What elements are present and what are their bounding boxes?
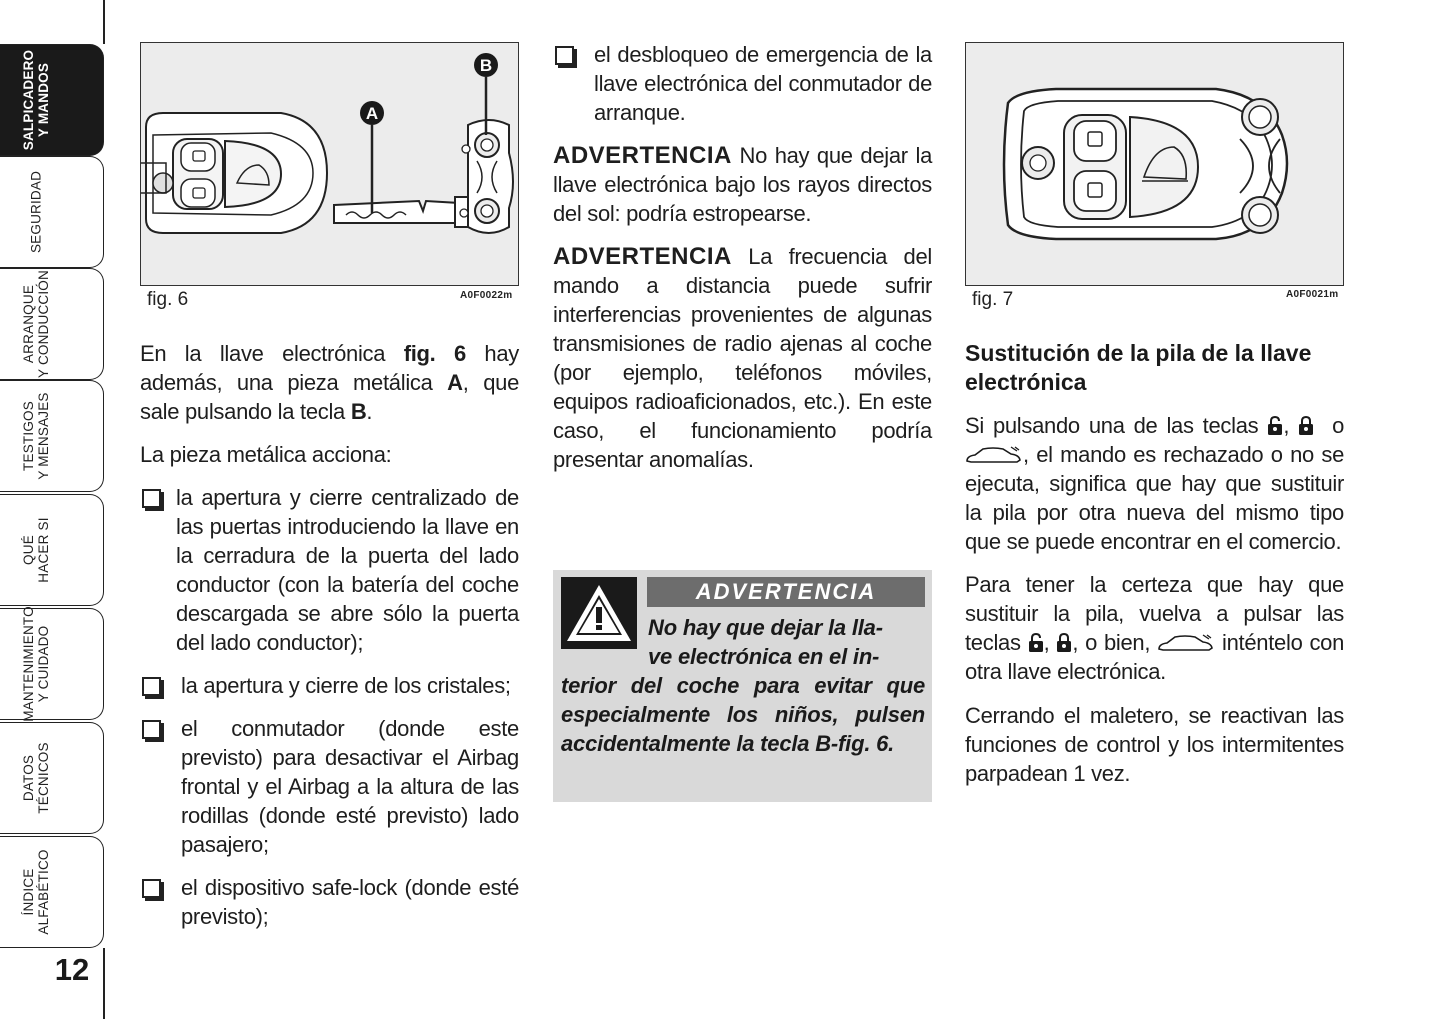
tab-indice-alfabetico[interactable]: ÍNDICE ALFABÉTICO <box>0 836 104 948</box>
tab-seguridad[interactable]: SEGURIDAD <box>0 156 104 268</box>
label-a: A <box>365 104 379 123</box>
tab-testigos-y-mensajes[interactable]: TESTIGOS Y MENSAJES <box>0 380 104 492</box>
tab-divider <box>103 948 105 1019</box>
trunk-car-icon <box>965 445 1023 465</box>
list-item: el dispositivo safe-lock (donde esté previsto); <box>140 873 519 931</box>
unlock-icon <box>1028 633 1044 653</box>
paragraph-advertencia-frecuencia: ADVERTENCIA La frecuencia del mando a distancia puede sufrir interferencias provenientes de algunas transmisiones de radio ajenas al coche (por ejemplo, teléfonos móviles, equipos radioaficionados, etc.). En este caso, el funcionamiento podría presentar anomalías. <box>553 243 932 472</box>
key-fob-illustration <box>966 43 1342 284</box>
unlock-icon <box>1267 416 1283 436</box>
page-number: 12 <box>54 952 90 987</box>
paragraph-maletero: Cerrando el maletero, se reactivan las funciones de control y los intermitentes parpadean 1 vez. <box>965 703 1344 786</box>
figure-6-code: A0F0022m <box>460 290 513 301</box>
key-fob-with-metal-key-illustration <box>141 43 517 284</box>
paragraph-sustituir-pila: Si pulsando una de las teclas , o , el mando es rechazado o no se ejecuta, significa que hay que sustituir la pila por otra nueva del mismo tipo que se puede encontrar en el comercio. <box>965 413 1345 554</box>
warning-text: No hay que dejar la lla- ve electrónica en el in- terior del coche para evitar que especialmente los niños, pulsen accidentalmente la tecla B-fig. 6. <box>561 615 925 756</box>
paragraph-metal-piece: En la llave electrónica fig. 6 hay además, una pieza metálica A, que sale pulsando la tecla B. <box>140 341 519 424</box>
tab-divider <box>103 0 105 44</box>
list-item: el desbloqueo de emergencia de la llave electrónica del conmutador de arranque. <box>553 40 932 127</box>
label-b: B <box>479 56 493 75</box>
figure-7-caption: fig. 7 <box>972 289 1014 310</box>
paragraph-advertencia-sol: ADVERTENCIA No hay que dejar la llave electrónica bajo los rayos directos del sol: podría estropearse. <box>553 142 932 226</box>
trunk-car-icon <box>1157 633 1215 653</box>
section-heading: Sustitución de la pila de la llave electrónica <box>965 340 1312 395</box>
lock-icon <box>1056 633 1072 653</box>
tab-mantenimiento-y-cuidado[interactable]: MANTENIMIENTO Y CUIDADO <box>0 608 104 720</box>
lock-icon <box>1298 416 1314 436</box>
paragraph-acciona: La pieza metálica acciona: <box>140 442 392 467</box>
tab-datos-tecnicos[interactable]: DATOS TÉCNICOS <box>0 722 104 834</box>
chapter-tabs <box>0 0 106 1019</box>
figure-6 <box>140 42 519 286</box>
figure-7-code: A0F0021m <box>1286 289 1339 300</box>
list-item: la apertura y cierre de los cristales; <box>140 671 519 700</box>
tab-que-hacer-si[interactable]: QUÉ HACER SI <box>0 494 104 606</box>
warning-box <box>553 570 932 802</box>
tab-arranque-y-conduccion[interactable]: ARRANQUE Y CONDUCCIÓN <box>0 268 104 380</box>
warning-title: ADVERTENCIA <box>647 577 925 607</box>
figure-6-caption: fig. 6 <box>147 289 189 310</box>
list-item: el conmutador (donde este previsto) para desactivar el Airbag frontal y el Airbag a la altura de las rodillas (donde esté previsto) lado pasajero; <box>140 714 519 859</box>
figure-7 <box>965 42 1344 286</box>
paragraph-certeza: Para tener la certeza que hay que sustituir la pila, vuelva a pulsar las teclas , , o bien, inténtelo con otra llave electrónica. <box>965 572 1345 684</box>
tab-salpicadero-y-mandos[interactable]: SALPICADERO Y MANDOS <box>0 44 104 156</box>
list-item: la apertura y cierre centralizado de las puertas introduciendo la llave en la cerradura de la puerta del lado conductor (con la batería del coche descargada se abre sólo la puerta del lado conductor); <box>140 483 519 657</box>
